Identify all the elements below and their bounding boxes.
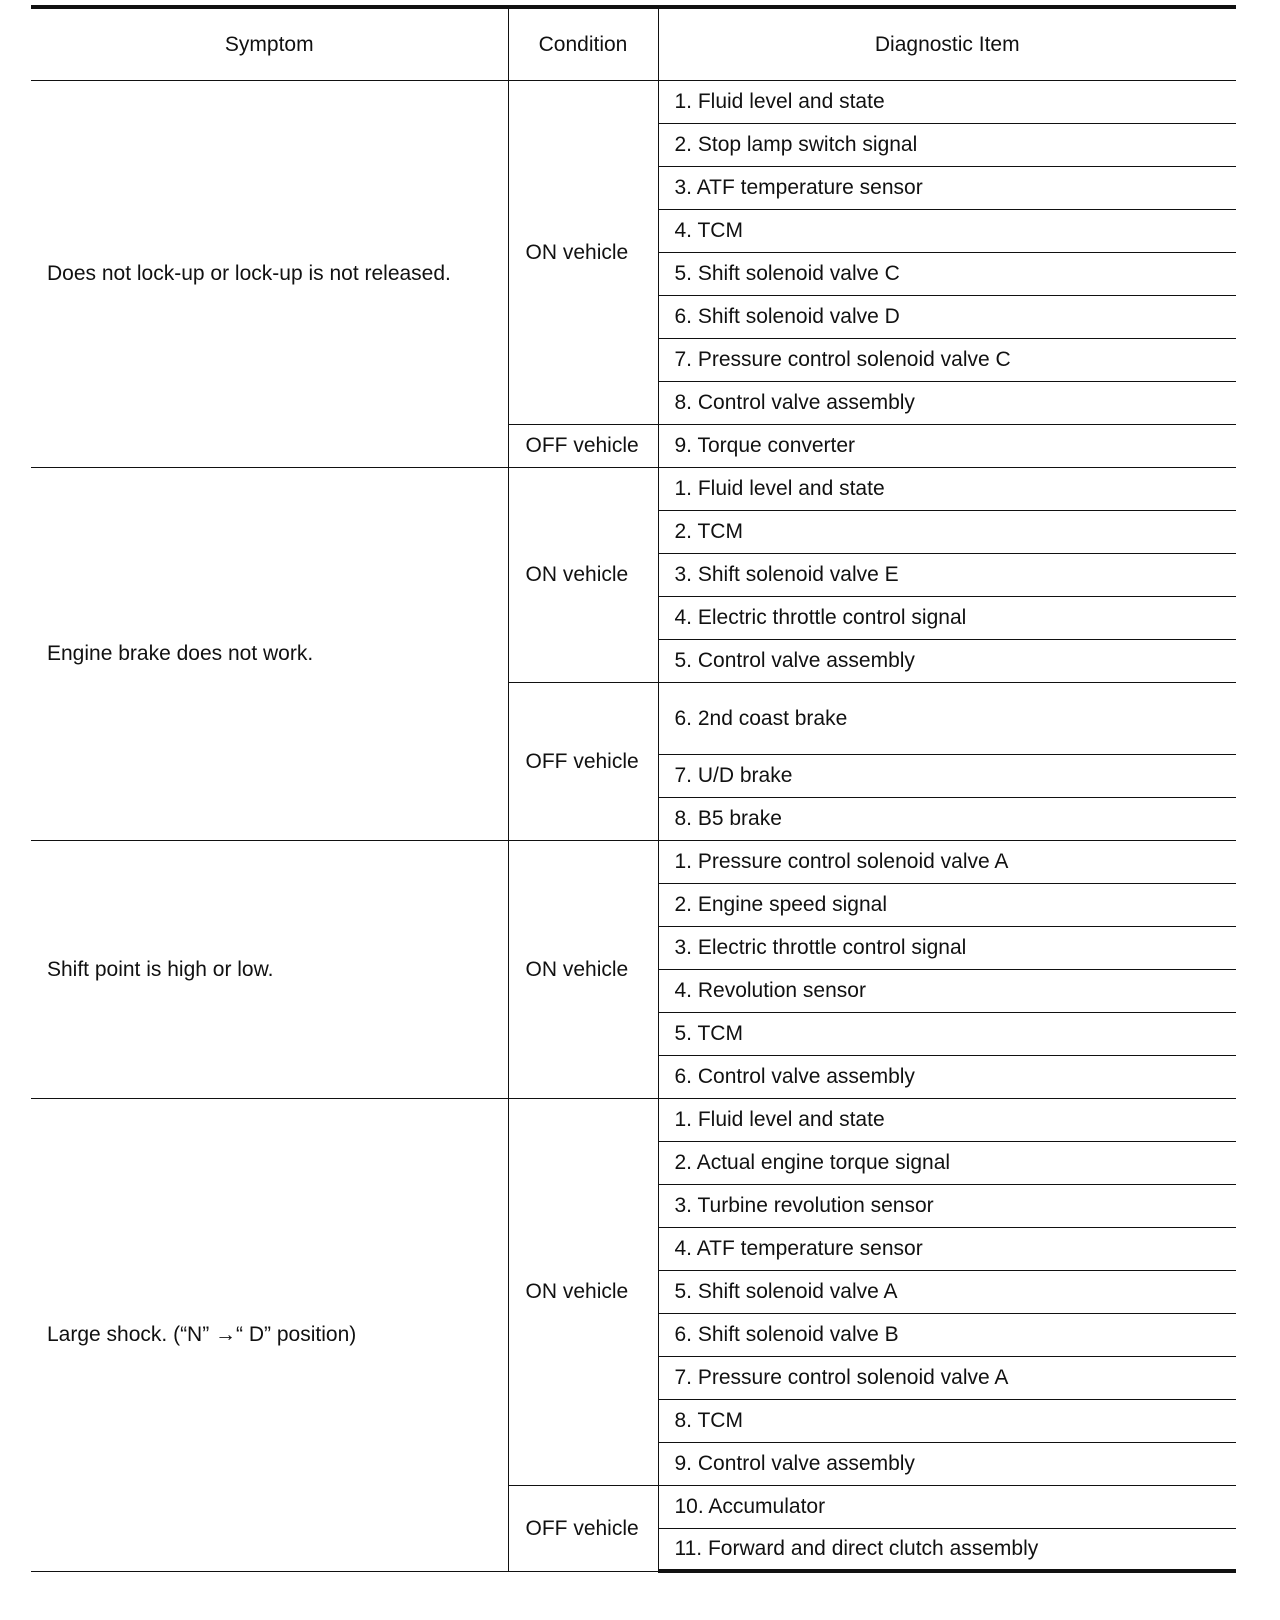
diagnostic-item-cell: 3. Electric throttle control signal [658, 926, 1236, 969]
diagnostic-item-cell: 1. Fluid level and state [658, 80, 1236, 123]
condition-cell: ON vehicle [508, 80, 658, 424]
diagnostic-item-cell: 10. Accumulator [658, 1485, 1236, 1528]
table-row [31, 840, 1236, 883]
diagnostic-item-cell: 4. Revolution sensor [658, 969, 1236, 1012]
diagnostic-item-cell: 6. Shift solenoid valve D [658, 295, 1236, 338]
diagnostic-item-cell: 6. 2nd coast brake [658, 682, 1236, 754]
diagnostic-item-cell: 5. Shift solenoid valve A [658, 1270, 1236, 1313]
diagnostic-item-cell: 8. TCM [658, 1399, 1236, 1442]
diagnostic-item-cell: 9. Control valve assembly [658, 1442, 1236, 1485]
diagnostic-item-cell: 1. Fluid level and state [658, 1098, 1236, 1141]
table-row [31, 80, 1236, 123]
header-symptom: Symptom [31, 7, 508, 80]
diagnostic-item-cell: 3. Shift solenoid valve E [658, 553, 1236, 596]
diagnostic-item-cell: 8. Control valve assembly [658, 381, 1236, 424]
diagnostic-item-cell: 3. ATF temperature sensor [658, 166, 1236, 209]
diagnostic-item-cell: 4. ATF temperature sensor [658, 1227, 1236, 1270]
diagnostic-item-cell: 3. Turbine revolution sensor [658, 1184, 1236, 1227]
condition-cell: ON vehicle [508, 1098, 658, 1485]
header-condition: Condition [508, 7, 658, 80]
diagnostic-item-cell: 9. Torque converter [658, 424, 1236, 467]
diagnostic-item-cell: 1. Pressure control solenoid valve A [658, 840, 1236, 883]
diagnostic-item-cell: 2. TCM [658, 510, 1236, 553]
diagnostic-item-cell: 11. Forward and direct clutch assembly [658, 1528, 1236, 1571]
diagnostic-item-cell: 8. B5 brake [658, 797, 1236, 840]
diagnostic-item-cell: 4. TCM [658, 209, 1236, 252]
diagnostic-table [31, 5, 1236, 1573]
symptom-cell: Engine brake does not work. [31, 467, 508, 840]
diagnostic-item-cell: 2. Actual engine torque signal [658, 1141, 1236, 1184]
diagnostic-item-cell: 7. Pressure control solenoid valve C [658, 338, 1236, 381]
diagnostic-item-cell: 6. Shift solenoid valve B [658, 1313, 1236, 1356]
diagnostic-item-cell: 7. U/D brake [658, 754, 1236, 797]
diagnostic-item-cell: 6. Control valve assembly [658, 1055, 1236, 1098]
condition-cell: ON vehicle [508, 467, 658, 682]
symptom-cell: Does not lock-up or lock-up is not released. [31, 80, 508, 467]
diagnostic-item-cell: 5. Shift solenoid valve C [658, 252, 1236, 295]
diagnostic-item-cell: 7. Pressure control solenoid valve A [658, 1356, 1236, 1399]
table-row [31, 467, 1236, 510]
condition-cell: OFF vehicle [508, 424, 658, 467]
diagnostic-item-cell: 5. TCM [658, 1012, 1236, 1055]
diagnostic-item-cell: 1. Fluid level and state [658, 467, 1236, 510]
diagnostic-item-cell: 2. Engine speed signal [658, 883, 1236, 926]
diagnostic-item-cell: 4. Electric throttle control signal [658, 596, 1236, 639]
symptom-cell: Shift point is high or low. [31, 840, 508, 1098]
header-diagnostic-item: Diagnostic Item [658, 7, 1236, 80]
condition-cell: OFF vehicle [508, 1485, 658, 1571]
symptom-cell: Large shock. (“N” →“ D” position) [31, 1098, 508, 1571]
header-row [31, 7, 1236, 80]
diagnostic-item-cell: 5. Control valve assembly [658, 639, 1236, 682]
condition-cell: OFF vehicle [508, 682, 658, 840]
condition-cell: ON vehicle [508, 840, 658, 1098]
table-row [31, 1098, 1236, 1141]
diagnostic-item-cell: 2. Stop lamp switch signal [658, 123, 1236, 166]
